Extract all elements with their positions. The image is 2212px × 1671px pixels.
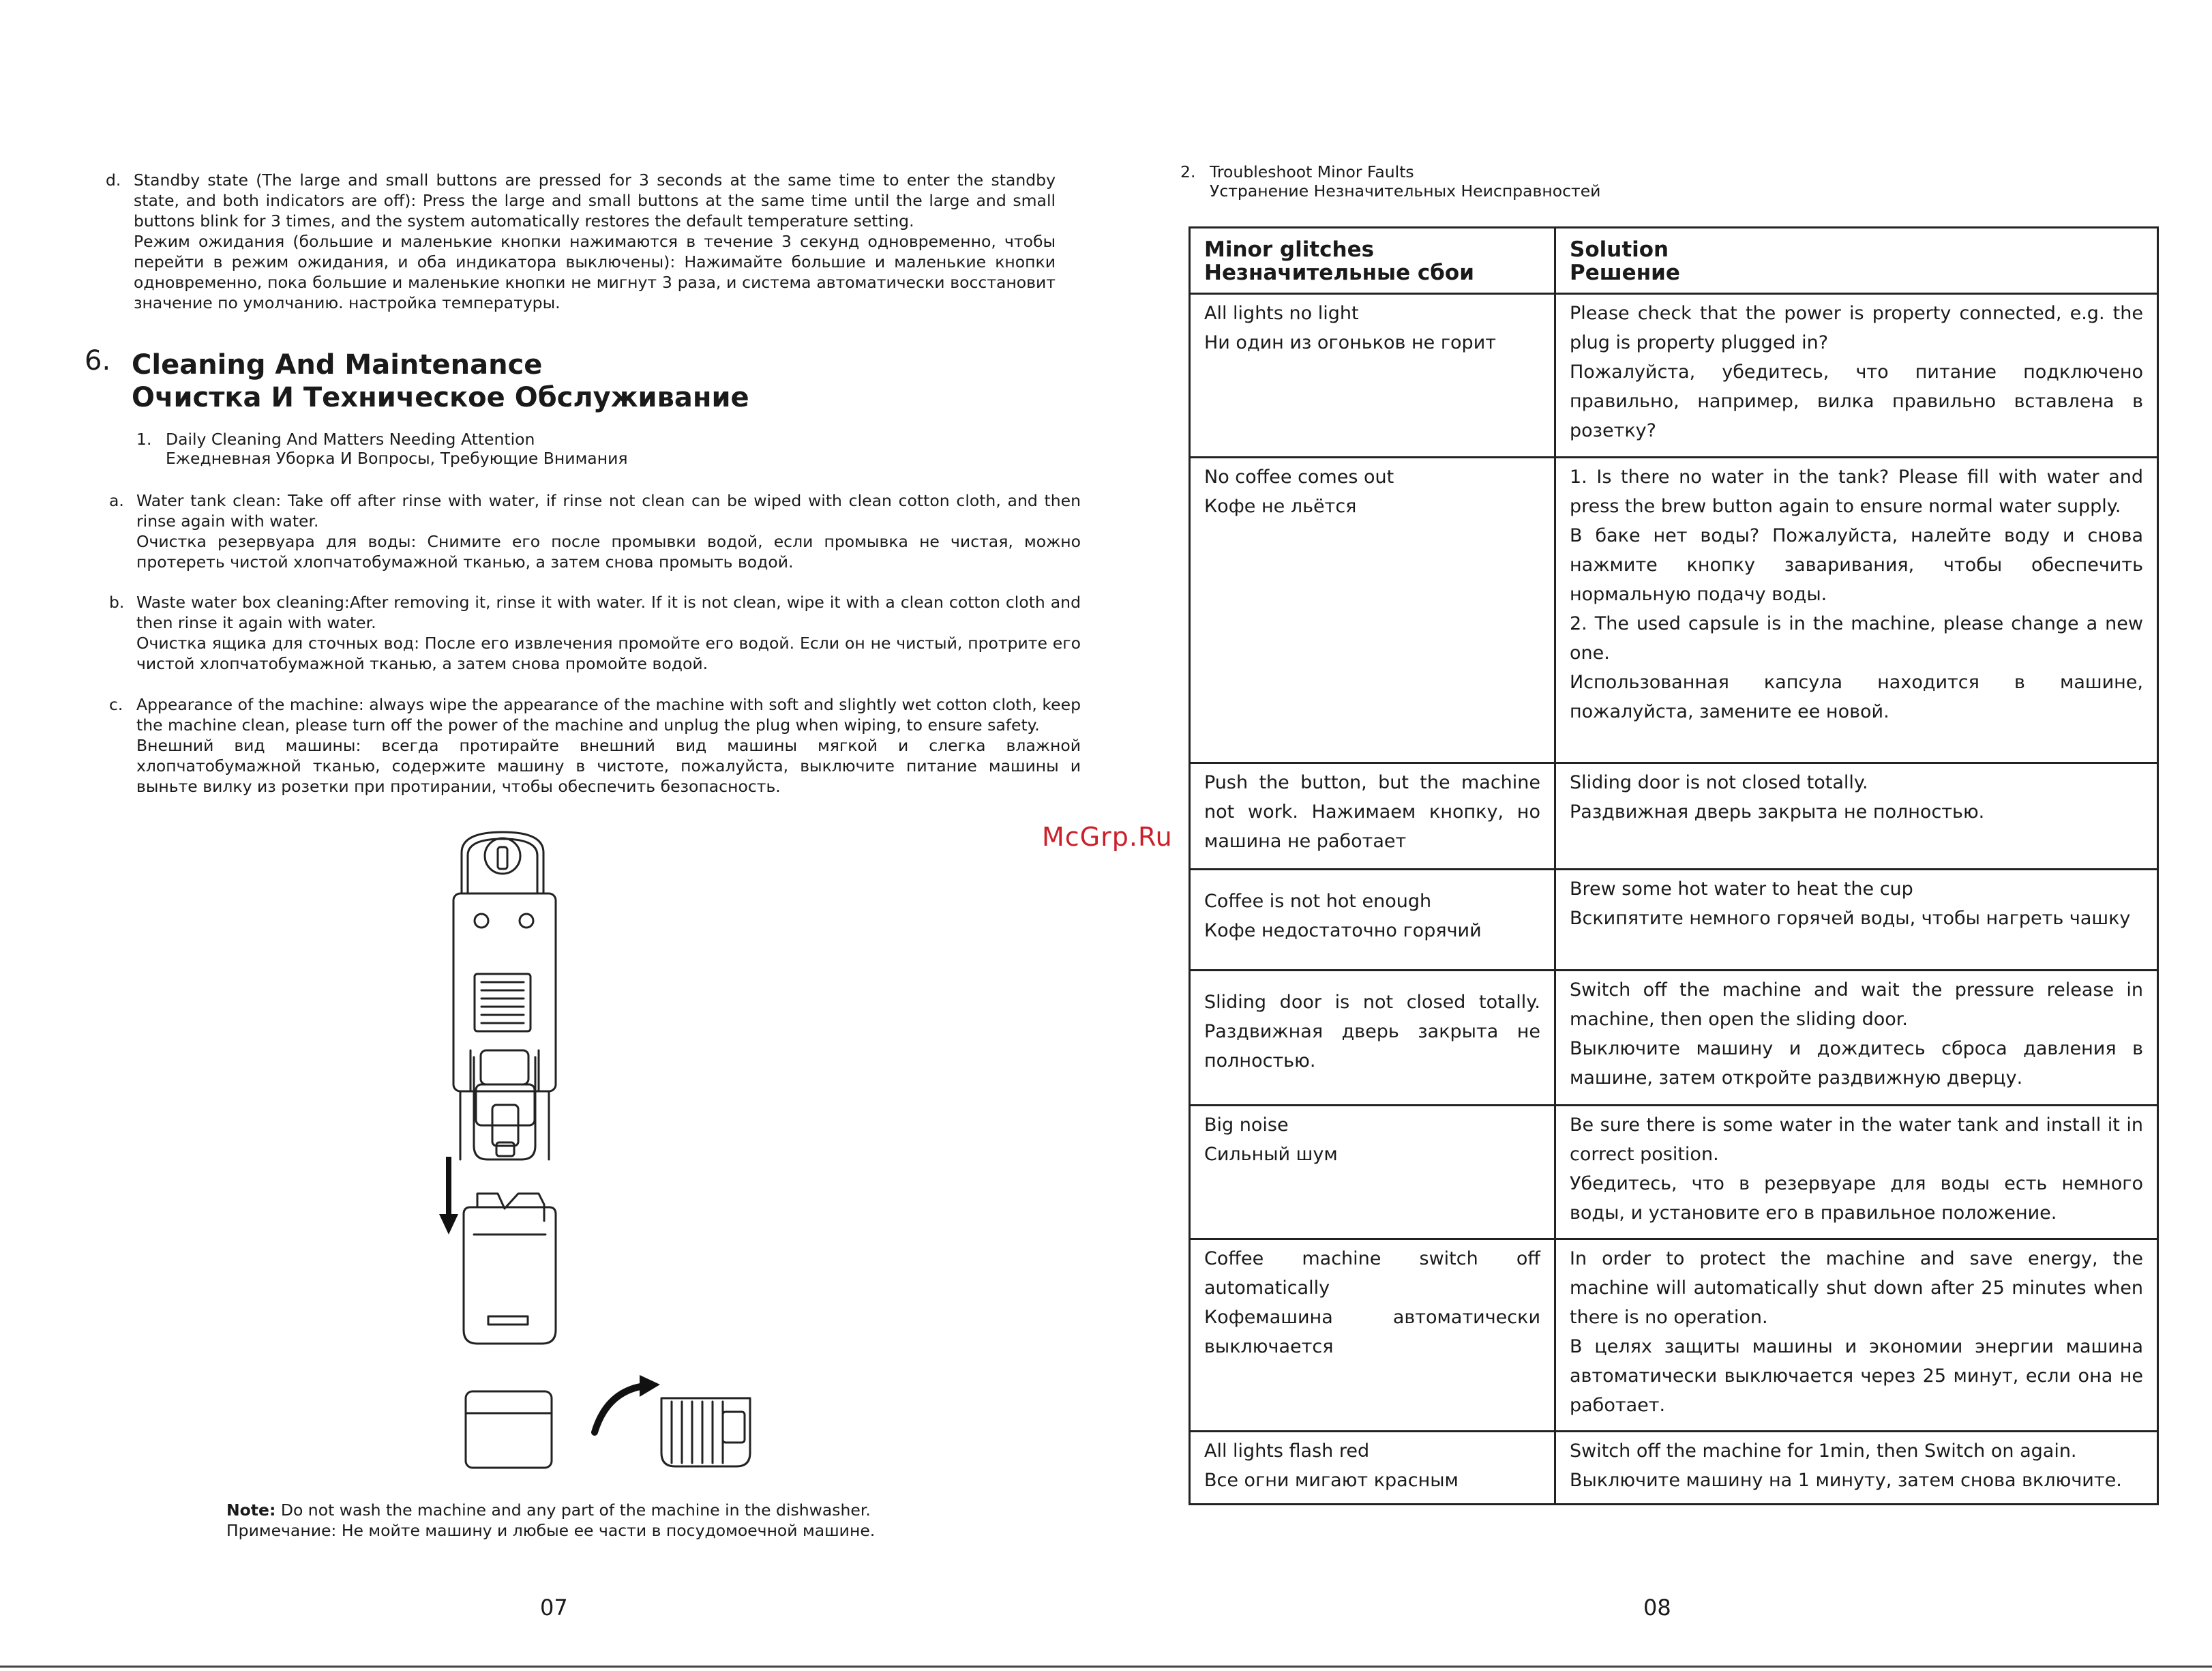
problem-en: Sliding door is not closed totally. xyxy=(1204,992,1540,1013)
subsection-title xyxy=(166,430,627,468)
item-marker-c: c. xyxy=(109,695,123,714)
problem-cell xyxy=(1190,1239,1555,1432)
curved-arrow-icon xyxy=(595,1375,660,1432)
problem-cell xyxy=(1190,458,1555,763)
solution-cell xyxy=(1555,971,2158,1106)
solution-line: 1. Is there no water in the tank? Please fill with water and press the brew button again to ensure normal water supply. xyxy=(1570,467,2143,517)
solution-line: В баке нет воды? Пожалуйста, налейте воду и снова нажмите кнопку заваривания, чтобы обеспечить нормальную подачу воды. xyxy=(1570,525,2143,605)
solution-line: Выключите машину на 1 минуту, затем снова включите. xyxy=(1570,1470,2122,1491)
problem-ru: Нажимаем кнопку, но машина не работает xyxy=(1204,801,1540,852)
section-title-ru: Очистка И Техническое Обслуживание xyxy=(132,382,749,413)
capsule-container-rotated-icon xyxy=(661,1398,750,1466)
problem-ru: Все огни мигают красным xyxy=(1204,1470,1459,1491)
note-text-en: Do not wash the machine and any part of the machine in the dishwasher. xyxy=(275,1500,871,1520)
subsection-2-title-ru: Устранение Незначительных Неисправностей xyxy=(1210,181,1601,201)
solution-line: Убедитесь, что в резервуаре для воды есть немного воды, и установите его в правильное положение. xyxy=(1570,1173,2143,1224)
solution-cell xyxy=(1555,1239,2158,1432)
solution-line: 2. The used capsule is in the machine, please change a new one. xyxy=(1570,613,2143,664)
table-row xyxy=(1190,971,2158,1106)
machine-cleaning-illustration xyxy=(423,825,764,1480)
solution-cell xyxy=(1555,1106,2158,1239)
problem-ru: Раздвижная дверь закрыта не полностью. xyxy=(1204,1021,1540,1071)
problem-cell xyxy=(1190,971,1555,1106)
problem-ru: Сильный шум xyxy=(1204,1144,1338,1165)
problem-en: No coffee comes out xyxy=(1204,467,1394,488)
solution-cell xyxy=(1555,870,2158,971)
watermark: McGrp.Ru xyxy=(1042,822,1173,852)
troubleshooting-table xyxy=(1189,226,2159,1505)
table-row xyxy=(1190,1239,2158,1432)
water-tank-icon xyxy=(462,832,543,893)
solution-line: Пожалуйста, убедитесь, что питание подключено правильно, например, вилка правильно вставлена в розетку? xyxy=(1570,361,2143,441)
standby-text-ru: Режим ожидания (большие и маленькие кнопки нажимаются в течение 3 секунд одновременно, чтобы перейти в режим ожидания, и оба индикатора выключены): Нажимайте большие и маленькие кнопки одновременно, пока большие и маленькие кнопки не мигнут 3 раза, и система автоматически восстановит значение по умолчанию. настройка температуры. xyxy=(134,232,1056,312)
section-title xyxy=(132,349,749,414)
solution-line: В целях защиты машины и экономии энергии машина автоматически выключается через 25 минут, если она не работает. xyxy=(1570,1336,2143,1416)
header-minor-glitches xyxy=(1190,228,1555,294)
standby-text-en: Standby state (The large and small buttons are pressed for 3 seconds at the same time to enter the standby state, and both indicators are off): Press the large and small buttons at the same time until the large and small buttons blink for 3 times, and the system automatically restores the default temperature setting. xyxy=(134,171,1056,231)
subsection-2-title-en: Troubleshoot Minor Faults xyxy=(1210,162,1414,181)
solution-line: Вскипятите немного горячей воды, чтобы нагреть чашку xyxy=(1570,908,2131,929)
problem-ru: Ни один из огоньков не горит xyxy=(1204,332,1496,353)
page-number-right: 08 xyxy=(1643,1595,1671,1621)
solution-line: In order to protect the machine and save energy, the machine will automatically shut down after 25 minutes when there is no operation. xyxy=(1570,1248,2143,1328)
item-c-text-en: Appearance of the machine: always wipe the appearance of the machine with soft and slightly wet cotton cloth, keep the machine clean, please turn off the power of the machine and unplug the plug when wiping, to ensure safety. xyxy=(136,695,1081,735)
solution-line: Switch off the machine for 1min, then Switch on again. xyxy=(1570,1440,2077,1462)
header-col1-en: Minor glitches xyxy=(1204,237,1375,262)
problem-cell xyxy=(1190,1106,1555,1239)
subsection-number: 1. xyxy=(136,430,152,449)
note-text-ru: Примечание: Не мойте машину и любые ее части в посудомоечной машине. xyxy=(226,1521,876,1540)
item-a-paragraph xyxy=(136,490,1081,572)
problem-combined xyxy=(1204,768,1540,856)
solution-line: Раздвижная дверь закрыта не полностью. xyxy=(1570,801,1985,823)
note-block xyxy=(226,1500,976,1541)
problem-cell xyxy=(1190,294,1555,458)
subsection-title-ru: Ежедневная Уборка И Вопросы, Требующие Внимания xyxy=(166,449,628,468)
problem-en: All lights no light xyxy=(1204,303,1359,324)
problem-en: All lights flash red xyxy=(1204,1440,1370,1462)
item-marker-a: a. xyxy=(109,491,124,510)
machine-body-icon xyxy=(453,893,556,1159)
item-b-text-en: Waste water box cleaning:After removing it, rinse it with water. If it is not clean, wipe it with a clean cotton cloth and then rinse it again with water. xyxy=(136,593,1081,632)
capsule-container-icon xyxy=(466,1391,552,1468)
page-number-left: 07 xyxy=(540,1595,568,1621)
item-marker-b: b. xyxy=(109,593,125,612)
section-number: 6. xyxy=(85,345,111,376)
problem-cell xyxy=(1190,763,1555,870)
table-header-row xyxy=(1190,228,2158,294)
table-row xyxy=(1190,1432,2158,1505)
header-col2-ru: Решение xyxy=(1570,261,1680,285)
solution-cell xyxy=(1555,763,2158,870)
subsection-title-en: Daily Cleaning And Matters Needing Attention xyxy=(166,430,535,449)
solution-cell xyxy=(1555,458,2158,763)
table-row xyxy=(1190,458,2158,763)
item-a-text-en: Water tank clean: Take off after rinse with water, if rinse not clean can be wiped with clean cotton cloth, and then rinse again with water. xyxy=(136,491,1081,531)
solution-line: Sliding door is not closed totally. xyxy=(1570,772,1868,793)
table-row xyxy=(1190,870,2158,971)
header-col1-ru: Незначительные сбои xyxy=(1204,261,1474,285)
item-c-paragraph xyxy=(136,694,1081,797)
note-label: Note: xyxy=(226,1500,276,1520)
problem-en: Coffee machine switch off automatically xyxy=(1204,1248,1540,1299)
standby-paragraph xyxy=(134,170,1056,313)
problem-ru: Кофе недостаточно горячий xyxy=(1204,920,1482,941)
problem-ru: Кофе не льётся xyxy=(1204,496,1357,517)
problem-ru: Кофемашина автоматически выключается xyxy=(1204,1307,1540,1357)
item-b-paragraph xyxy=(136,592,1081,674)
bottom-divider xyxy=(0,1666,2212,1668)
item-marker-d: d. xyxy=(106,171,121,190)
table-row xyxy=(1190,763,2158,870)
item-c-text-ru: Внешний вид машины: всегда протирайте внешний вид машины мягкой и слегка влажной хлопчатобумажной тканью, содержите машину в чистоте, пожалуйста, выключите питание машины и выньте вилку из розетки при протирании, чтобы обеспечить безопасность. xyxy=(136,736,1081,796)
arrow-down-icon xyxy=(439,1157,458,1234)
subsection-2-title xyxy=(1210,162,1600,201)
solution-line: Be sure there is some water in the water tank and install it in correct position. xyxy=(1570,1114,2143,1165)
header-solution xyxy=(1555,228,2158,294)
table-row xyxy=(1190,294,2158,458)
subsection-2-number: 2. xyxy=(1180,162,1196,181)
solution-line: Выключите машину и дождитесь сброса давления в машине, затем откройте раздвижную дверцу. xyxy=(1570,1038,2143,1089)
solution-cell xyxy=(1555,294,2158,458)
header-col2-en: Solution xyxy=(1570,237,1669,262)
drip-tray-icon xyxy=(464,1194,556,1344)
solution-line: Please check that the power is property connected, e.g. the plug is property plugged in? xyxy=(1570,303,2143,353)
problem-en: Big noise xyxy=(1204,1114,1289,1136)
problem-cell xyxy=(1190,870,1555,971)
item-a-text-ru: Очистка резервуара для воды: Снимите его после промывки водой, если промывка не чистая, можно протереть чистой хлопчатобумажной тканью, а затем снова промыть водой. xyxy=(136,532,1081,572)
solution-cell xyxy=(1555,1432,2158,1505)
solution-line: Switch off the machine and wait the pressure release in machine, then open the sliding door. xyxy=(1570,979,2143,1030)
problem-en: Coffee is not hot enough xyxy=(1204,891,1432,912)
problem-combined xyxy=(1204,988,1540,1076)
problem-en: Push the button, but the machine not work. xyxy=(1204,772,1540,823)
solution-line: Использованная капсула находится в машине, пожалуйста, замените ее новой. xyxy=(1570,672,2143,722)
section-title-en: Cleaning And Maintenance xyxy=(132,349,543,381)
item-b-text-ru: Очистка ящика для сточных вод: После его извлечения промойте его водой. Если он не чистый, протрите его чистой хлопчатобумажной тканью, а затем снова промойте водой. xyxy=(136,634,1081,673)
table-row xyxy=(1190,1106,2158,1239)
problem-cell xyxy=(1190,1432,1555,1505)
solution-line: Brew some hot water to heat the cup xyxy=(1570,878,1913,900)
